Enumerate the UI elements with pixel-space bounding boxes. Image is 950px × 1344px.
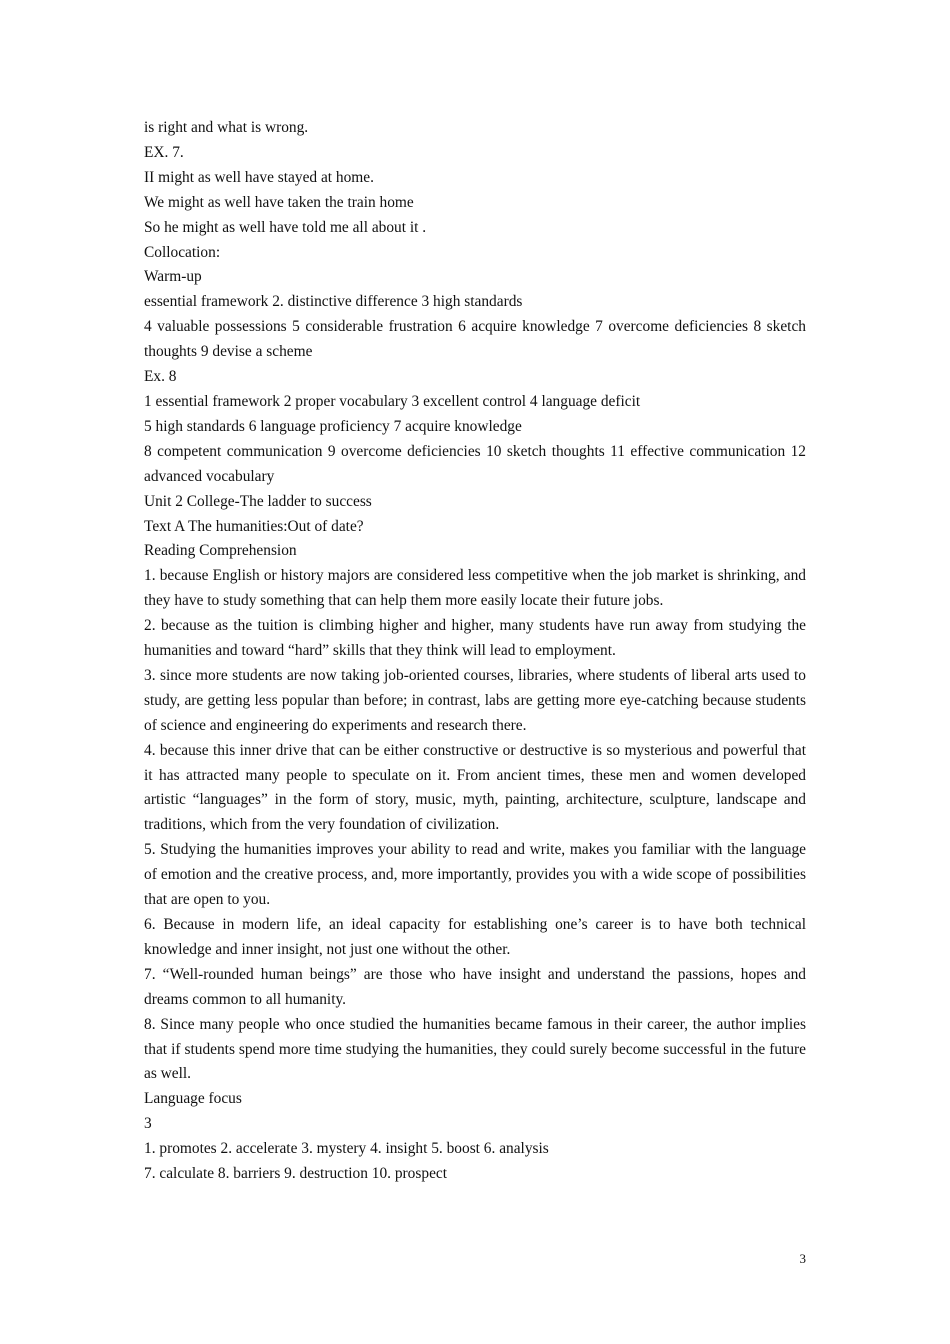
text-line: We might as well have taken the train home [144, 193, 414, 211]
text-line: 1 essential framework 2 proper vocabulary 3 excellent control 4 language deficit [144, 392, 641, 410]
section-heading: Language focus [144, 1090, 242, 1108]
text-paragraph: 8 competent communication 9 overcome deficiencies 10 sketch thoughts 11 effective communication 12 advanced vocabulary [144, 442, 806, 485]
text-line: So he might as well have told me all about it . [144, 218, 427, 236]
text-line: 5 high standards 6 language proficiency 7 acquire knowledge [144, 417, 522, 435]
answer-paragraph: 7. “Well-rounded human beings” are those who have insight and understand the passions, hopes and dreams common to all humanity. [144, 965, 806, 1008]
answer-paragraph: 3. since more students are now taking job-oriented courses, libraries, where students of liberal arts used to study, are getting less popular than before; in contrast, labs are getting more eye-catching because students of science and engineering do experiments and research there. [144, 666, 806, 734]
text-paragraph: 4 valuable possessions 5 considerable frustration 6 acquire knowledge 7 overcome deficiencies 8 sketch thoughts 9 devise a scheme [144, 318, 806, 361]
text-line: II might as well have stayed at home. [144, 168, 374, 186]
answer-paragraph: 4. because this inner drive that can be either constructive or destructive is so mysterious and powerful that it has attracted many people to speculate on it. From ancient times, these men and women developed artistic “languages” in the form of story, music, myth, painting, architecture, sculpture, landscape and traditions, which from the very foundation of civilization. [144, 741, 806, 834]
exercise-heading: Ex. 8 [144, 368, 177, 386]
section-heading: Reading Comprehension [144, 542, 297, 560]
answer-paragraph: 2. because as the tuition is climbing higher and higher, many students have run away from studying the humanities and toward “hard” skills that they think will lead to employment. [144, 617, 806, 660]
exercise-number: 3 [144, 1115, 152, 1133]
answer-paragraph: 1. because English or history majors are considered less competitive when the job market is shrinking, and they have to study something that can help them more easily locate their future jobs. [144, 567, 806, 610]
page-content [144, 116, 806, 1187]
exercise-heading: EX. 7. [144, 143, 184, 161]
text-line: 1. promotes 2. accelerate 3. mystery 4. insight 5. boost 6. analysis [144, 1140, 549, 1158]
page-number: 3 [799, 1251, 806, 1266]
answer-paragraph: 6. Because in modern life, an ideal capacity for establishing one’s career is to have both technical knowledge and inner insight, not just one without the other. [144, 916, 806, 958]
answer-paragraph: 5. Studying the humanities improves your ability to read and write, makes you familiar with the language of emotion and the creative process, and, more importantly, provides you with a wide scope of possibilities that are open to you. [144, 841, 806, 909]
unit-heading: Unit 2 College-The ladder to success [144, 492, 372, 510]
text-line: 7. calculate 8. barriers 9. destruction 10. prospect [144, 1165, 448, 1183]
section-heading: Collocation: [144, 243, 221, 261]
text-line: is right and what is wrong. [144, 119, 309, 136]
text-line: essential framework 2. distinctive difference 3 high standards [144, 293, 523, 311]
section-heading: Warm-up [144, 268, 202, 286]
text-heading: Text A The humanities:Out of date? [144, 517, 364, 535]
answer-paragraph: 8. Since many people who once studied the humanities became famous in their career, the author implies that if students spend more time studying the humanities, they could surely become successful in the future as well. [144, 1015, 806, 1083]
